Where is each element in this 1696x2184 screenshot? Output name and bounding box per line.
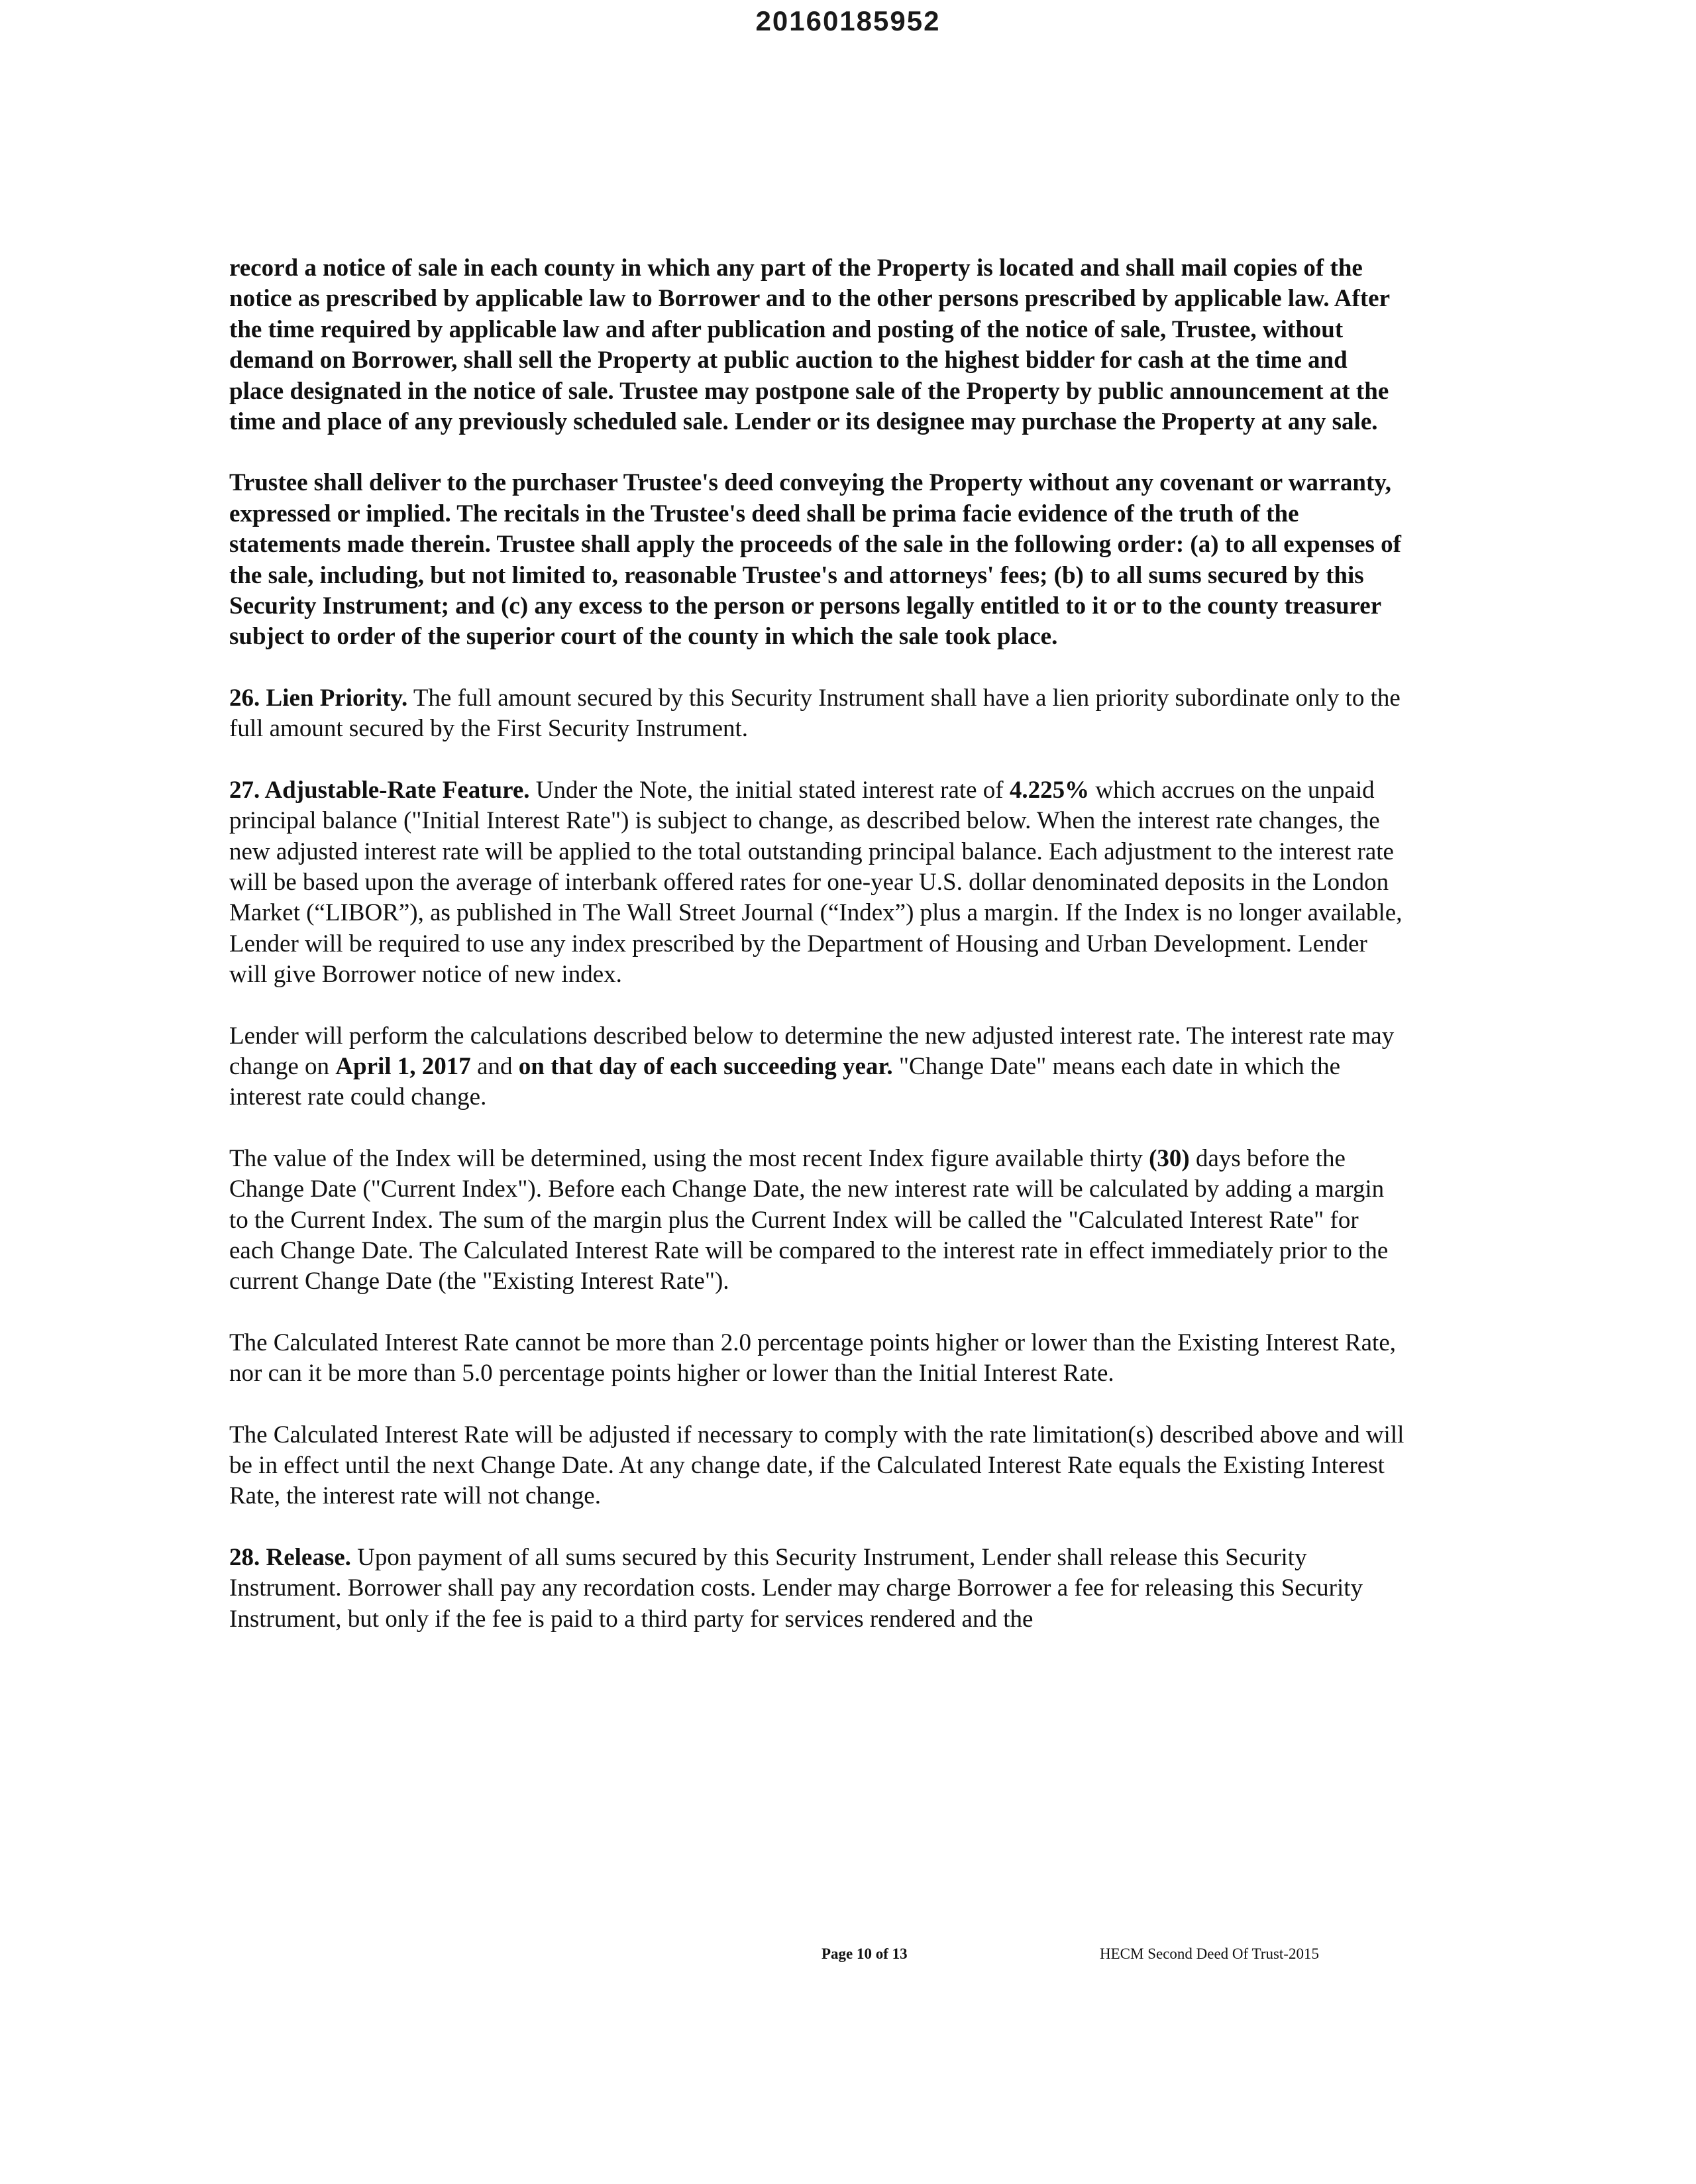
paragraph-current-index [229, 1144, 1404, 1297]
change-date-text-c: "Change Date" means each date in which the interest rate could change. [229, 1052, 1341, 1111]
section-26-body: The full amount secured by this Security Instrument shall have a lien priority subordinate only to the full amount secured by the First Security Instrument. [229, 684, 1401, 743]
first-change-date: April 1, 2017 [335, 1052, 471, 1080]
document-body [229, 253, 1404, 1665]
section-27-text-b: which accrues on the unpaid principal balance ("Initial Interest Rate") is subject to change, as described below. When the interest rate changes, the new adjusted interest rate will be applied to the total outstanding principal balance. Each adjustment to the interest rate will be based upon the average of interbank offered rates for one-year U.S. dollar denominated deposits in the London Market (“LIBOR”), as published in The Wall Street Journal (“Index”) plus a margin. If the Index is no longer available, Lender will be required to use any index prescribed by the Department of Housing and Urban Development. Lender will give Borrower notice of new index. [229, 776, 1403, 989]
current-index-text-b: days before the Change Date ("Current Index"). Before each Change Date, the new interest rate will be calculated by adding a margin to the Current Index. The sum of the margin plus the Current Index will be called the "Calculated Interest Rate" for each Change Date. The Calculated Interest Rate will be compared to the interest rate in effect immediately prior to the current Change Date (the "Existing Interest Rate"). [229, 1144, 1389, 1295]
section-28-body: Upon payment of all sums secured by this Security Instrument, Lender shall release this Security Instrument. Borrower shall pay any recordation costs. Lender may charge Borrower a fee for releasing this Security Instrument, but only if the fee is paid to a third party for services rendered and the [229, 1543, 1363, 1633]
paragraph-notice-of-sale: record a notice of sale in each county in which any part of the Property is located and shall mail copies of the notice as prescribed by applicable law to Borrower and to the other persons prescribed by applicable law. After the time required by applicable law and after publication and posting of the notice of sale, Trustee, without demand on Borrower, shall sell the Property at public auction to the highest bidder for cash at the time and place designated in the notice of sale. Trustee may postpone sale of the Property by public announcement at the time and place of any previously scheduled sale. Lender or its designee may purchase the Property at any sale. [229, 254, 1390, 436]
paragraph-rate-caps: The Calculated Interest Rate cannot be more than 2.0 percentage points higher or lower than the Existing Interest Rate, nor can it be more than 5.0 percentage points higher or lower than the Initial Interest Rate. [229, 1329, 1397, 1388]
paragraph-change-date [229, 1021, 1404, 1113]
section-26-lien-priority [229, 683, 1404, 745]
section-27-adjustable-rate [229, 775, 1404, 991]
change-date-recurrence: on that day of each succeeding year. [518, 1052, 893, 1080]
page-number: Page 10 of 13 [822, 1945, 908, 1962]
section-28-release [229, 1543, 1404, 1635]
section-26-title: 26. Lien Priority. [229, 684, 408, 712]
initial-interest-rate-value: 4.225% [1009, 776, 1090, 804]
section-27-text-a: Under the Note, the initial stated interest rate of [529, 776, 1010, 804]
page-footer [0, 1945, 1696, 1972]
recording-number: 20160185952 [755, 5, 941, 36]
change-date-text-a: Lender will perform the calculations described below to determine the new adjusted interest rate. The interest rate may change on [229, 1022, 1395, 1080]
paragraph-rate-adjustment: The Calculated Interest Rate will be adjusted if necessary to comply with the rate limitation(s) described above and will be in effect until the next Change Date. At any change date, if the Calculated Interest Rate equals the Existing Interest Rate, the interest rate will not change. [229, 1421, 1404, 1510]
current-index-text-a: The value of the Index will be determined, using the most recent Index figure available thirty [229, 1144, 1149, 1172]
form-name: HECM Second Deed Of Trust-2015 [1100, 1945, 1319, 1962]
section-27-title: 27. Adjustable-Rate Feature. [229, 776, 530, 804]
paragraph-trustee-deed: Trustee shall deliver to the purchaser Trustee's deed conveying the Property without any covenant or warranty, expressed or implied. The recitals in the Trustee's deed shall be prima facie evidence of the truth of the statements made therein. Trustee shall apply the proceeds of the sale in the following order: (a) to all expenses of the sale, including, but not limited to, reasonable Trustee's and attorneys' fees; (b) to all sums secured by this Security Instrument; and (c) any excess to the person or persons legally entitled to it or to the county treasurer subject to order of the superior court of the county in which the sale took place. [229, 469, 1401, 651]
index-lookback-days: (30) [1149, 1144, 1190, 1172]
change-date-text-b: and [470, 1052, 519, 1080]
section-28-title: 28. Release. [229, 1543, 351, 1571]
